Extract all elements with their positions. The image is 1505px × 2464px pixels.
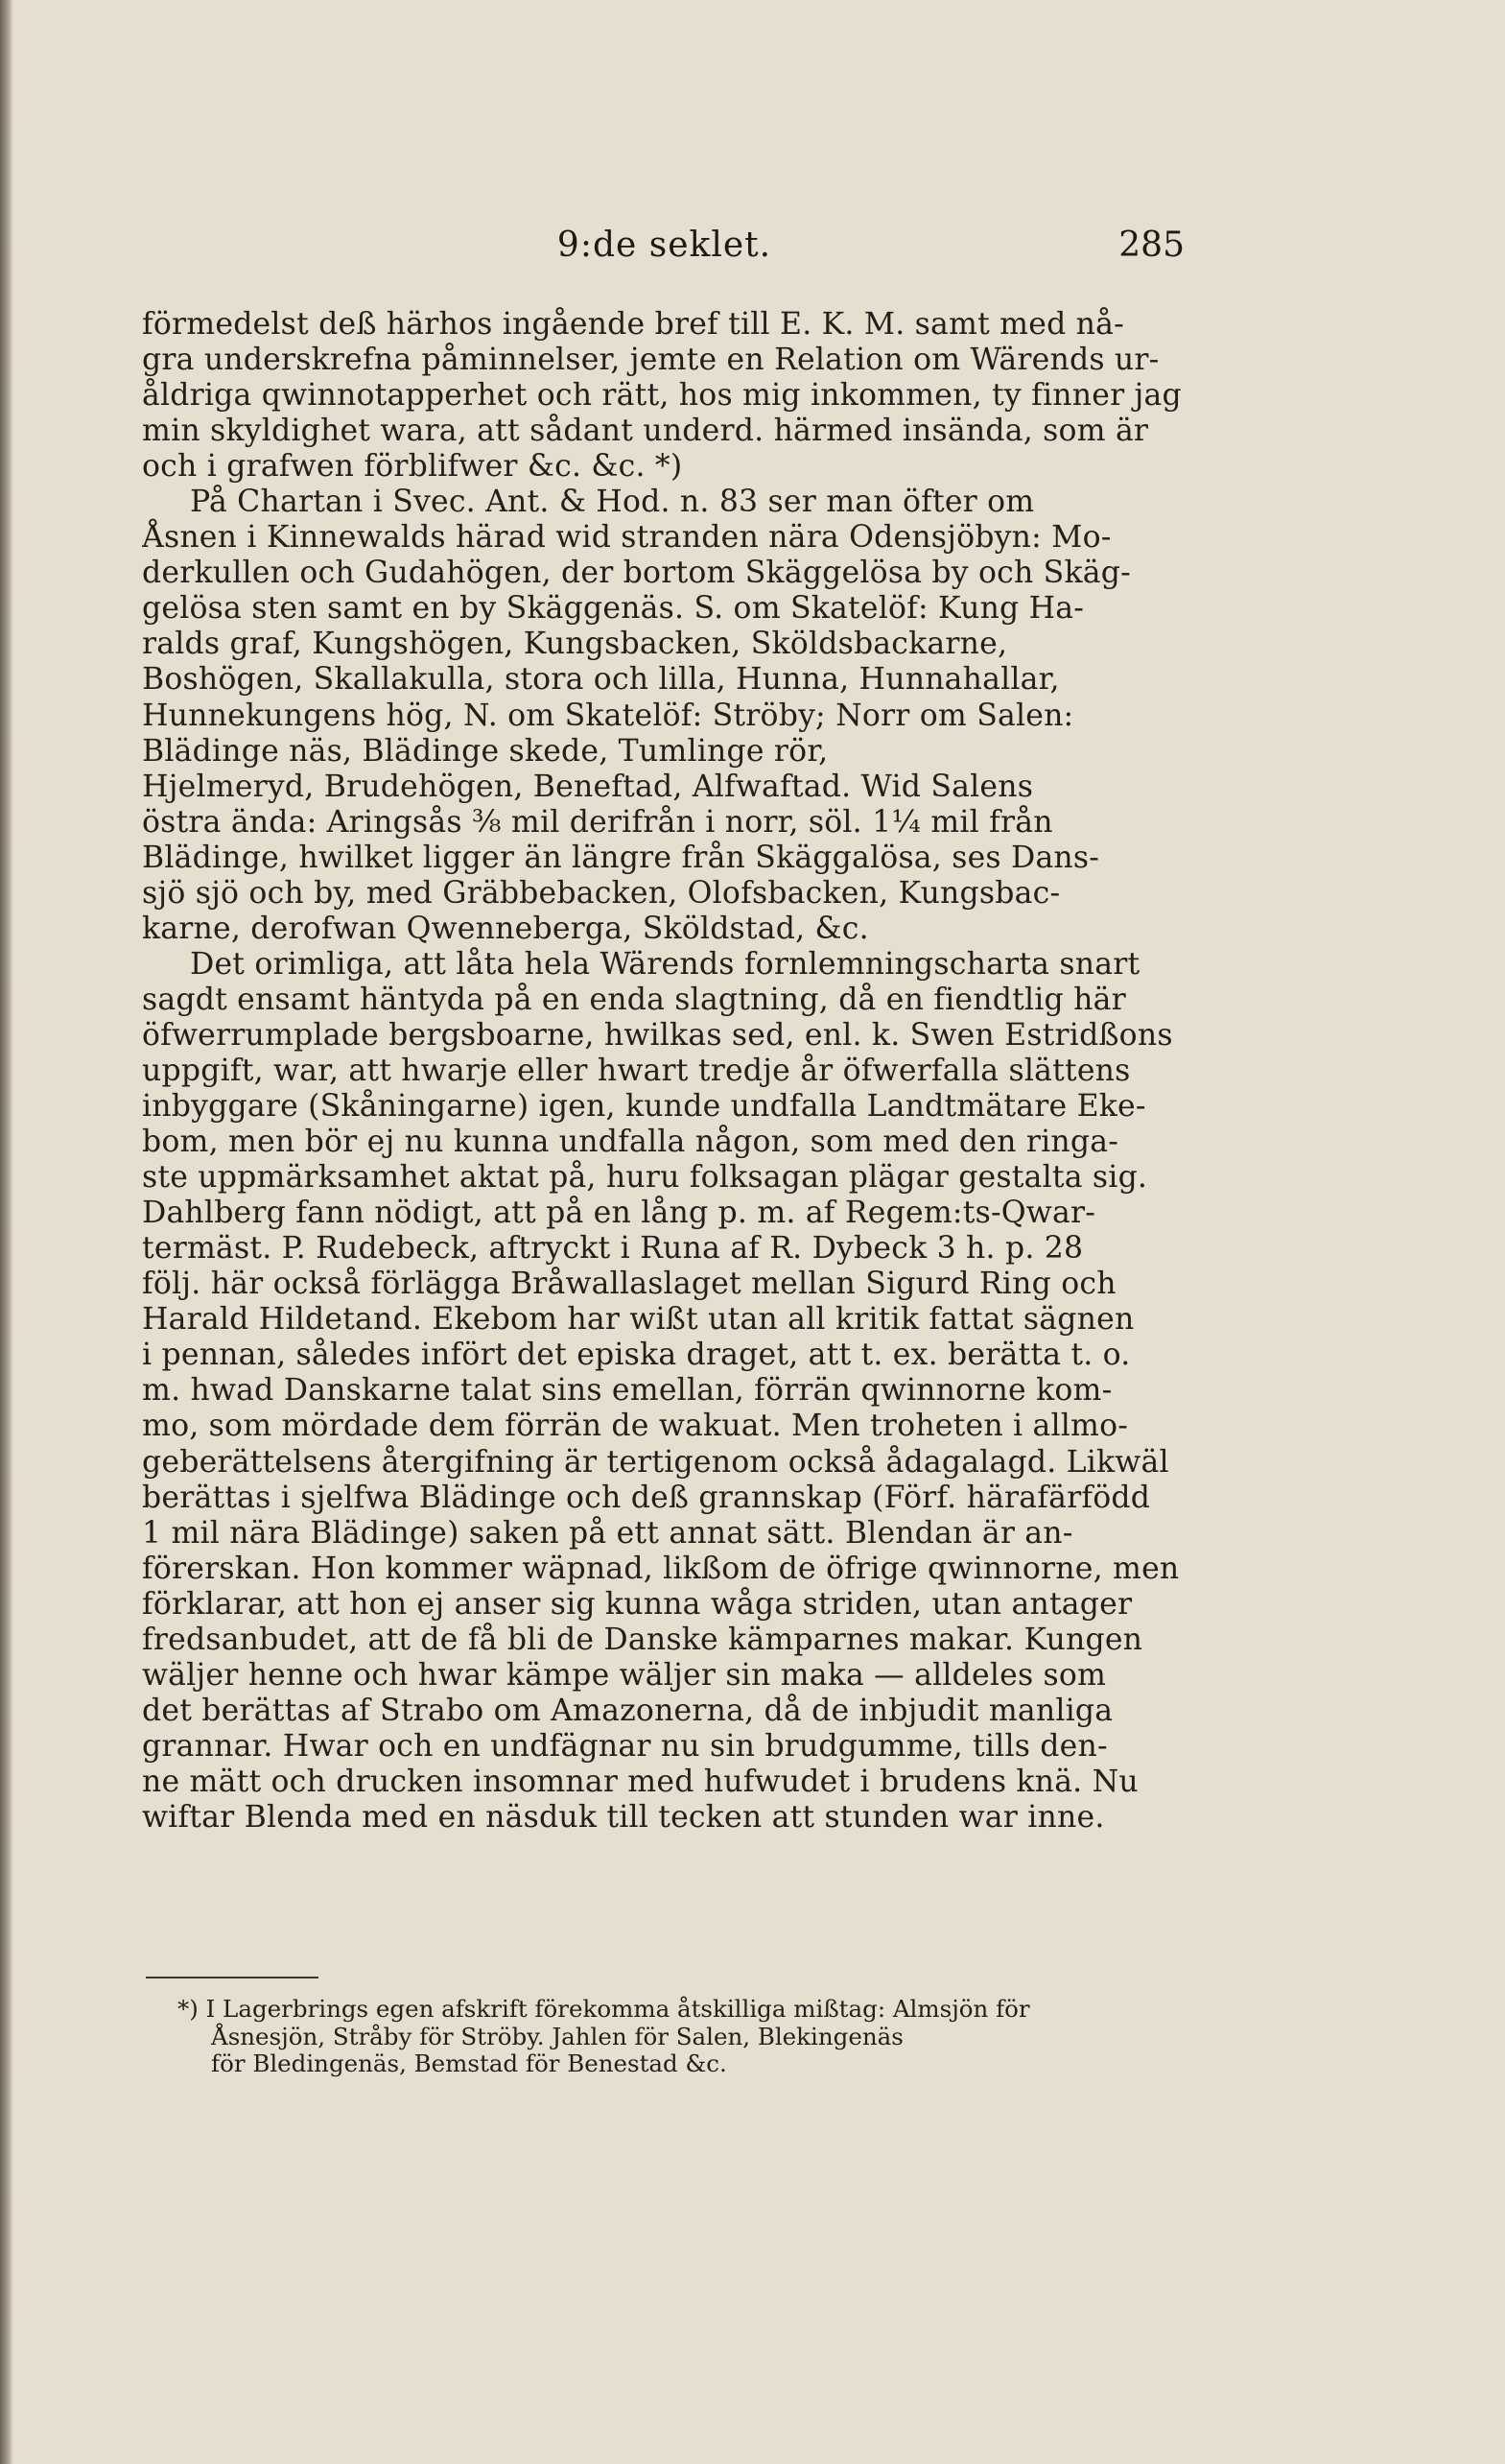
text-line: Boshögen, Skallakulla, stora och lilla, Hunna, Hunnahallar, xyxy=(142,662,1060,698)
text-line: Hunnekungens hög, N. om Skatelöf: Ströby; Norr om Salen: xyxy=(142,698,1074,733)
text-line: derkullen och Gudahögen, der bortom Skäggelösa by och Skäg- xyxy=(142,556,1131,591)
text-line: termäst. P. Rudebeck, aftryckt i Runa af R. Dybeck 3 h. p. 28 xyxy=(142,1231,1084,1267)
text-line: inbyggare (Skåningarne) igen, kunde undfalla Landtmätare Eke- xyxy=(142,1089,1146,1125)
text-line: min skyldighet wara, att sådant underd. härmed insända, som är xyxy=(142,414,1149,449)
text-line: mo, som mördade dem förrän de wakuat. Men troheten i allmo- xyxy=(142,1409,1129,1444)
text-line: förmedelst deß härhos ingående bref till E. K. M. samt med nå- xyxy=(142,307,1124,342)
text-line: Hjelmeryd, Brudehögen, Beneftad, Alfwaftad. Wid Salens xyxy=(142,769,1034,804)
text-line: På Chartan i Svec. Ant. & Hod. n. 83 ser man öfter om xyxy=(190,485,1035,520)
text-line: ralds graf, Kungshögen, Kungsbacken, Sköldsbackarne, xyxy=(142,627,1008,662)
body-text xyxy=(142,307,1226,1938)
text-line: fredsanbudet, att de få bli de Danske kämparnes makar. Kungen xyxy=(142,1622,1143,1657)
text-line: Blädinge näs, Blädinge skede, Tumlinge rör, xyxy=(142,733,829,769)
text-line: det berättas af Strabo om Amazonerna, då de inbjudit manliga xyxy=(142,1693,1114,1728)
footnote xyxy=(177,1996,1223,2078)
text-line: wäljer henne och hwar kämpe wäljer sin maka — alldeles som xyxy=(142,1657,1107,1693)
text-line: gelösa sten samt en by Skäggenäs. S. om Skatelöf: Kung Ha- xyxy=(142,591,1085,627)
text-line: följ. här också förlägga Bråwallaslaget mellan Sigurd Ring och xyxy=(142,1267,1117,1302)
page-header xyxy=(144,225,1185,283)
text-line: Åsnen i Kinnewalds härad wid stranden nära Odensjöbyn: Mo- xyxy=(142,520,1112,556)
footnote-line: *) I Lagerbrings egen afskrift förekomma åtskilliga mißtag: Almsjön för xyxy=(177,1995,1030,2023)
text-line: 1 mil nära Blädinge) saken på ett annat sätt. Blendan är an- xyxy=(142,1515,1073,1551)
text-line: öfwerrumplade bergsboarne, hwilkas sed, enl. k. Swen Estridßons xyxy=(142,1017,1173,1053)
text-line: och i grafwen förblifwer &c. &c. *) xyxy=(142,449,683,485)
text-line: m. hwad Danskarne talat sins emellan, förrän qwinnorne kom- xyxy=(142,1373,1113,1409)
text-line: wiftar Blenda med en näsduk till tecken att stunden war inne. xyxy=(142,1799,1105,1835)
text-line: Dahlberg fann nödigt, att på en lång p. m. af Regem:ts-Qwar- xyxy=(142,1196,1096,1231)
footnote-divider xyxy=(146,1977,318,1978)
text-line: åldriga qwinnotapperhet och rätt, hos mig inkommen, ty finner jag xyxy=(142,378,1182,414)
text-line: ste uppmärksamhet aktat på, huru folksagan plägar gestalta sig. xyxy=(142,1160,1148,1196)
text-line: i pennan, således infört det episka draget, att t. ex. berätta t. o. xyxy=(142,1338,1131,1373)
text-line: karne, derofwan Qwenneberga, Sköldstad, &c. xyxy=(142,911,869,946)
text-line: Harald Hildetand. Ekebom har wißt utan all kritik fattat sägnen xyxy=(142,1302,1135,1338)
text-line: sagdt ensamt häntyda på en enda slagtning, då en fiendtlig här xyxy=(142,982,1126,1017)
running-title: 9:de seklet. xyxy=(556,225,772,265)
text-line: förerskan. Hon kommer wäpnad, likßom de öfrige qwinnorne, men xyxy=(142,1551,1180,1586)
text-line: Det orimliga, att låta hela Wärends fornlemningscharta snart xyxy=(190,946,1141,982)
page-number: 285 xyxy=(1118,225,1185,265)
text-line: berättas i sjelfwa Blädinge och deß grannskap (Förf. härafärfödd xyxy=(142,1480,1151,1515)
page-binding-edge xyxy=(0,0,13,2464)
text-line: östra ända: Aringsås ⅜ mil derifrån i norr, söl. 1¼ mil från xyxy=(142,804,1053,840)
text-line: förklarar, att hon ej anser sig kunna wåga striden, utan antager xyxy=(142,1586,1133,1622)
footnote-line: för Bledingenäs, Bemstad för Benestad &c. xyxy=(211,2049,727,2077)
text-line: sjö sjö och by, med Gräbbebacken, Olofsbacken, Kungsbac- xyxy=(142,875,1061,911)
text-line: grannar. Hwar och en undfägnar nu sin brudgumme, tills den- xyxy=(142,1728,1108,1764)
footnote-line: Åsnesjön, Stråby för Ströby. Jahlen för Salen, Blekingenäs xyxy=(211,2022,904,2050)
text-line: uppgift, war, att hwarje eller hwart tredje år öfwerfalla slättens xyxy=(142,1053,1131,1088)
text-line: geberättelsens återgifning är tertigenom också ådagalagd. Likwäl xyxy=(142,1444,1169,1480)
text-line: bom, men bör ej nu kunna undfalla någon, som med den ringa- xyxy=(142,1125,1119,1160)
text-line: Blädinge, hwilket ligger än längre från Skäggalösa, ses Dans- xyxy=(142,840,1100,875)
text-line: ne mätt och drucken insomnar med hufwudet i brudens knä. Nu xyxy=(142,1764,1139,1799)
text-line: gra underskrefna påminnelser, jemte en Relation om Wärends ur- xyxy=(142,343,1160,378)
